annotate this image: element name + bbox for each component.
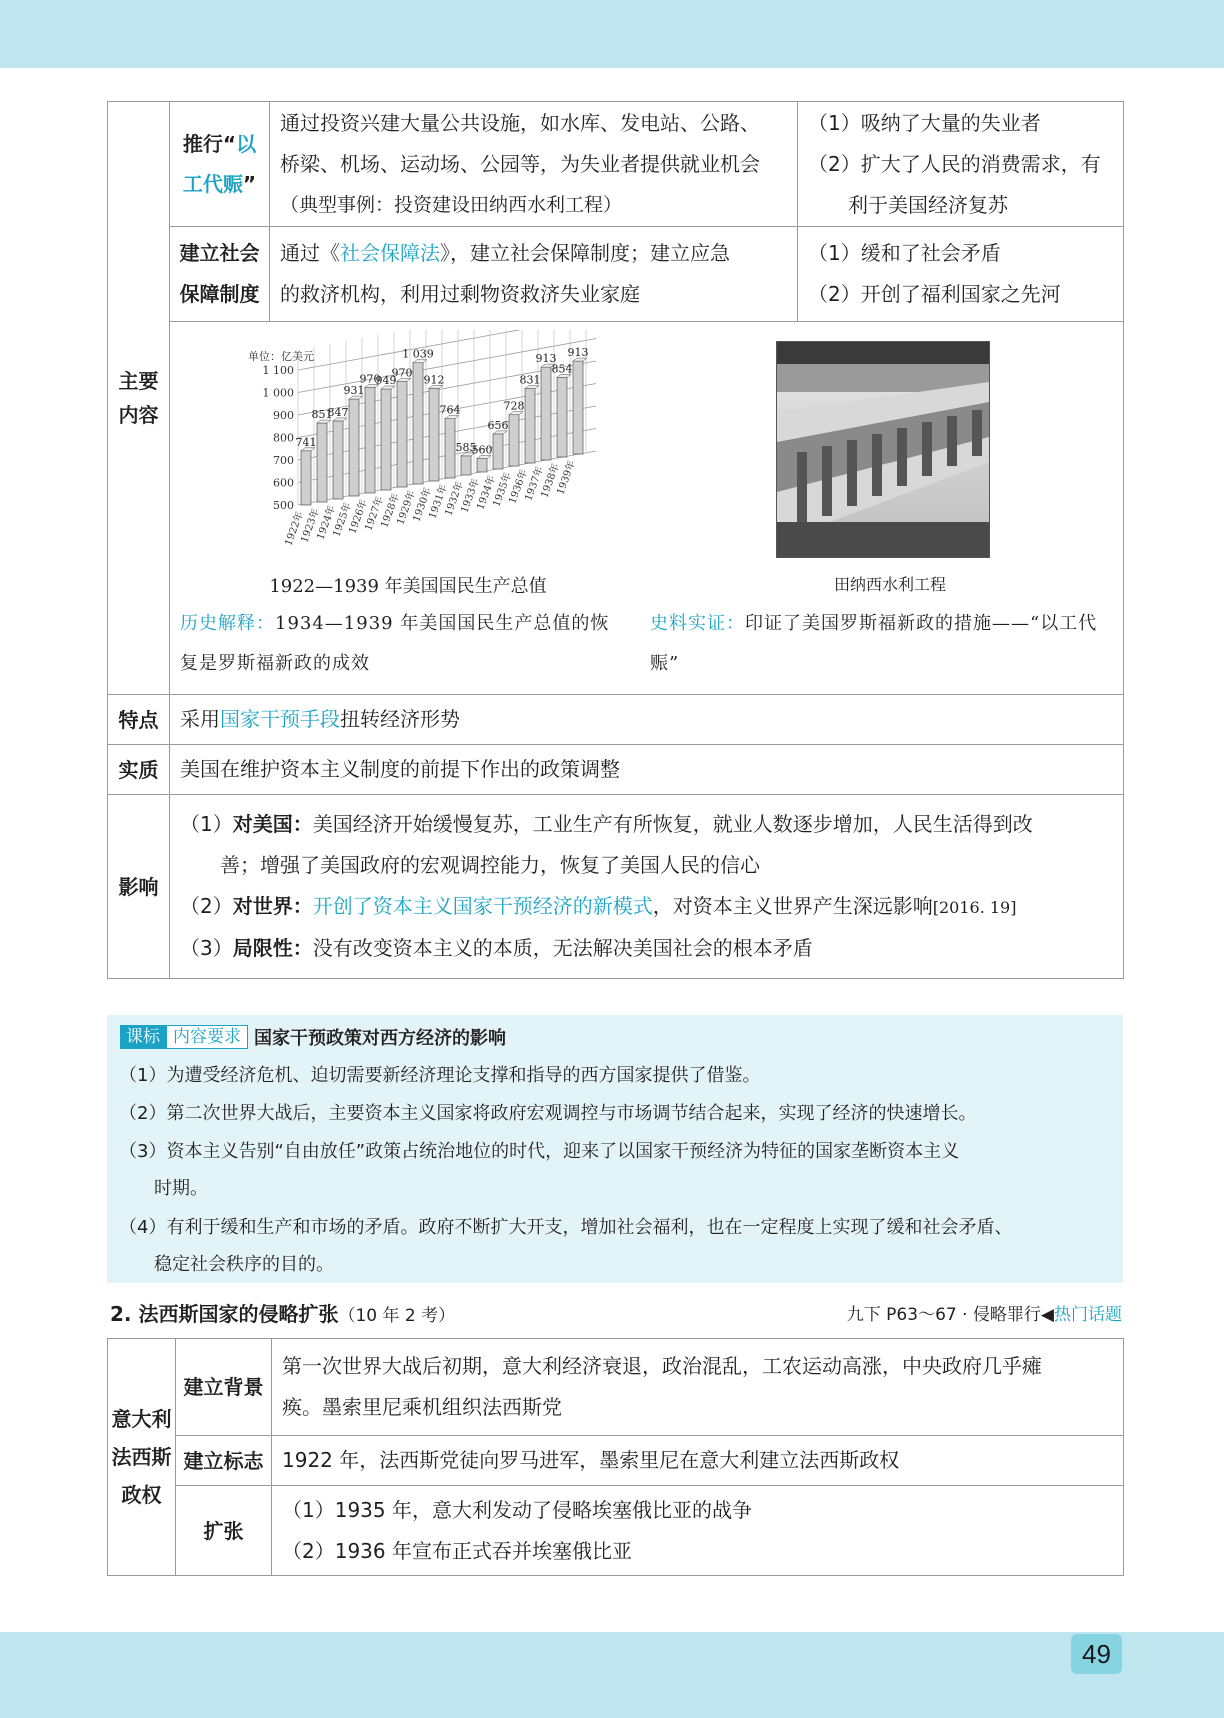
data-label: 970 <box>359 372 381 386</box>
row-label-background: 建立背景 <box>176 1339 272 1436</box>
italy-fascism-table <box>107 1338 1124 1576</box>
standard-tag: 课标 <box>120 1025 166 1049</box>
data-label: 831 <box>519 373 541 387</box>
y-tick-label: 500 <box>273 499 294 512</box>
bar <box>381 389 391 490</box>
x-tick-label: 1929年 <box>395 489 418 527</box>
standard-title: 国家干预政策对西方经济的影响 <box>254 1028 506 1049</box>
bar <box>301 451 311 505</box>
data-label: 851 <box>311 408 333 422</box>
bar <box>365 387 375 493</box>
bar <box>477 459 487 473</box>
gnp-bar-chart <box>240 330 660 560</box>
x-tick-label: 1934年 <box>475 474 498 512</box>
data-label: 560 <box>471 443 493 457</box>
table-row <box>108 1436 1124 1486</box>
social-security-effects: （1）缓和了社会矛盾 （2）开创了福利国家之先河 <box>798 227 1124 322</box>
feature-label: 特点 <box>108 695 170 745</box>
table-row <box>108 745 1124 795</box>
requirement-tag: 内容要求 <box>166 1025 248 1049</box>
y-tick-label: 1 000 <box>262 386 294 400</box>
x-tick-label: 1937年 <box>523 465 546 503</box>
list-item: （4）有利于缓和生产和市场的矛盾。政府不断扩大开支，增加社会福利，也在一定程度上实现了缓和社会矛盾、 稳定社会秩序的目的。 <box>119 1217 1013 1275</box>
work-relief-effects: （1）吸纳了大量的失业者 （2）扩大了人民的消费需求，有 利于美国经济复苏 <box>798 102 1124 227</box>
list-item: （1）为遭受经济危机、迫切需要新经济理论支撑和指导的西方国家提供了借鉴。 <box>119 1065 761 1086</box>
header-band <box>0 0 1224 68</box>
footer-band <box>0 1632 1224 1718</box>
table-row <box>108 322 1124 695</box>
curriculum-standard-box <box>107 1015 1123 1283</box>
data-label: 913 <box>535 352 557 366</box>
x-tick-label: 1935年 <box>491 471 514 509</box>
data-label: 728 <box>503 399 525 413</box>
photo-caption: 田纳西水利工程 <box>833 575 946 594</box>
y-tick-label: 600 <box>273 476 294 490</box>
bar <box>349 399 359 496</box>
table-row <box>108 227 1124 322</box>
table-row <box>108 695 1124 745</box>
bar <box>509 415 519 466</box>
row-label-social-security: 建立社会保障制度 <box>170 227 270 322</box>
x-tick-label: 1924年 <box>315 504 338 542</box>
main-content-label: 主要内容 <box>108 102 170 695</box>
y-tick-label: 1 100 <box>262 364 294 377</box>
bar <box>445 419 455 478</box>
table-row <box>108 102 1124 227</box>
x-tick-label: 1927年 <box>363 495 386 533</box>
bar <box>493 434 503 469</box>
data-label: 912 <box>423 373 445 387</box>
background-text: 第一次世界大战后初期，意大利经济衰退，政治混乱，工农运动高涨，中央政府几乎瘫 痪。墨索里尼乘机组织法西斯党 <box>272 1339 1124 1436</box>
history-note: 历史解释：1934—1939 年美国国民生产总值的恢复是罗斯福新政的成效 <box>180 613 610 674</box>
data-label: 913 <box>567 346 589 360</box>
bar <box>317 423 327 502</box>
source-note: 史料实证：印证了美国罗斯福新政的措施——“以工代赈” <box>650 613 1098 674</box>
x-tick-label: 1923年 <box>299 507 322 545</box>
x-tick-label: 1939年 <box>555 459 578 497</box>
data-label: 847 <box>327 405 349 419</box>
x-tick-label: 1925年 <box>331 501 354 539</box>
feature-text: 采用国家干预手段扭转经济形势 <box>170 695 1124 745</box>
social-security-measures: 通过《社会保障法》，建立社会保障制度；建立应急 的救济机构，利用过剩物资救济失业家庭 <box>270 227 798 322</box>
table-row <box>108 1339 1124 1436</box>
bar <box>429 388 439 481</box>
bar <box>573 361 583 454</box>
x-tick-label: 1928年 <box>379 492 402 530</box>
y-tick-label: 700 <box>273 454 294 467</box>
row-label-sign: 建立标志 <box>176 1436 272 1486</box>
essence-text: 美国在维护资本主义制度的前提下作出的政策调整 <box>170 745 1124 795</box>
data-label: 931 <box>343 384 365 398</box>
y-tick-label: 800 <box>273 431 294 445</box>
data-label: 949 <box>375 373 397 387</box>
x-tick-label: 1932年 <box>443 480 466 518</box>
data-label: 970 <box>391 366 413 380</box>
table-row <box>108 795 1124 979</box>
italy-regime-label: 意大利 法西斯 政权 <box>108 1339 176 1576</box>
y-tick-label: 900 <box>273 409 294 422</box>
data-label: 764 <box>439 403 461 417</box>
new-deal-table <box>107 101 1124 979</box>
unit-label: 单位：亿美元 <box>248 350 314 363</box>
data-label: 656 <box>487 418 509 432</box>
impact-label: 影响 <box>108 795 170 979</box>
bar <box>461 456 471 475</box>
impact-text: （1）对美国：美国经济开始缓慢复苏，工业生产有所恢复，就业人数逐步增加，人民生活得到改 善；增强了美国政府的宏观调控能力，恢复了美国人民的信心 （2）对世界：开创了资本主义国家干预经济的新模式，对资本主义世界产生深远影响[2016. 19] （3）局限性：没有改变资本主义的本质，无法解决美国社会的根本矛盾 <box>170 795 1124 979</box>
bar <box>525 389 535 463</box>
chart-caption: 1922—1939 年美国国民生产总值 <box>269 576 547 597</box>
list-item: （3）资本主义告别“自由放任”政策占统治地位的时代，迎来了以国家干预经济为特征的国家垄断资本主义 时期。 <box>119 1141 960 1199</box>
expansion-text: （1）1935 年，意大利发动了侵略埃塞俄比亚的战争 （2）1936 年宣布正式吞并埃塞俄比亚 <box>272 1486 1124 1576</box>
data-label: 741 <box>295 435 317 449</box>
bar <box>413 363 423 484</box>
row-label-work-relief: 推行“以工代赈” <box>170 102 270 227</box>
section-title: 2. 法西斯国家的侵略扩张（10 年 2 考） <box>110 1302 456 1326</box>
textbook-reference: 九下 P63～67 · 侵略罪行◀热门话题 <box>846 1305 1122 1325</box>
row-label-expansion: 扩张 <box>176 1486 272 1576</box>
sign-text: 1922 年，法西斯党徒向罗马进军，墨索里尼在意大利建立法西斯政权 <box>272 1436 1124 1486</box>
x-tick-label: 1931年 <box>427 483 450 521</box>
bar <box>333 421 343 499</box>
x-tick-label: 1936年 <box>507 468 530 506</box>
x-tick-label: 1922年 <box>283 510 306 548</box>
page-number: 49 <box>1071 1634 1122 1674</box>
x-tick-label: 1938年 <box>539 462 562 500</box>
table-row <box>108 1486 1124 1576</box>
data-label: 1 039 <box>402 347 434 361</box>
data-label: 585 <box>455 440 477 454</box>
essence-label: 实质 <box>108 745 170 795</box>
x-tick-label: 1926年 <box>347 498 370 536</box>
figure-cell <box>170 322 1124 695</box>
x-tick-label: 1930年 <box>411 486 434 524</box>
list-item: （2）第二次世界大战后，主要资本主义国家将政府宏观调控与市场调节结合起来，实现了经济的快速增长。 <box>119 1103 977 1124</box>
x-tick-label: 1933年 <box>459 477 482 515</box>
tennessee-dam-photo <box>776 341 990 558</box>
data-label: 854 <box>551 362 573 376</box>
work-relief-measures: 通过投资兴建大量公共设施，如水库、发电站、公路、 桥梁、机场、运动场、公园等，为失业者提供就业机会 （典型事例：投资建设田纳西水利工程） <box>270 102 798 227</box>
bar <box>541 367 551 460</box>
bar <box>557 377 567 457</box>
bar <box>397 381 407 487</box>
